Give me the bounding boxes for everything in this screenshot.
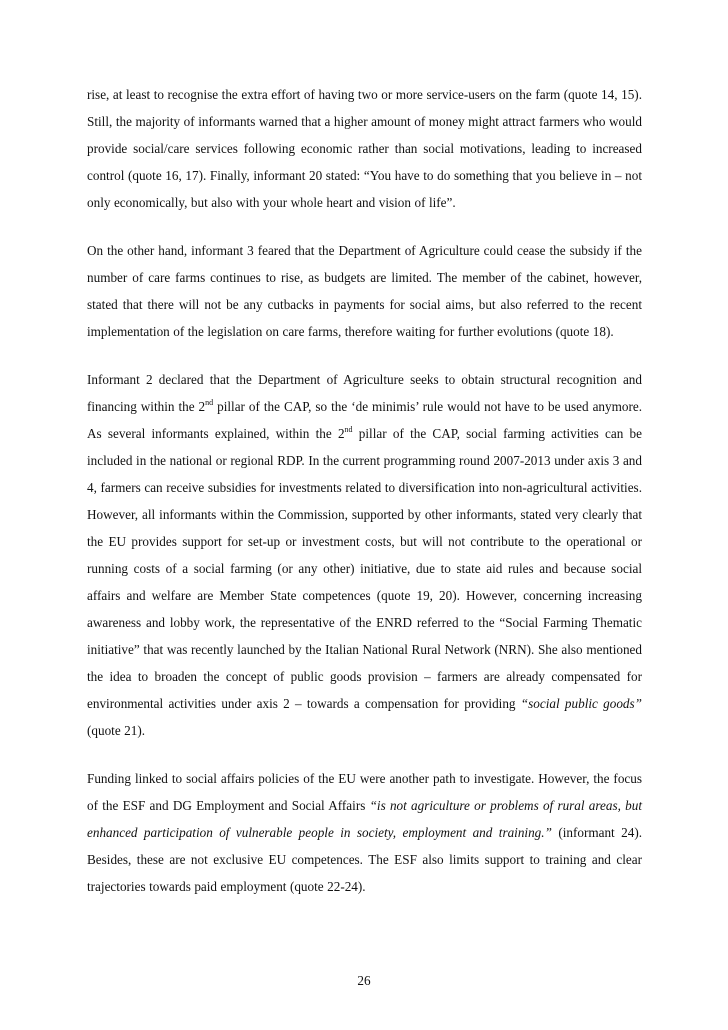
- paragraph-2: [87, 237, 642, 345]
- paragraph-text: Funding linked to social affairs policies of the EU were another path to investigate. However, the focus of the ESF and DG Employment and Social Affairs: [87, 771, 642, 813]
- page-number: 26: [357, 973, 371, 988]
- paragraph-4: [87, 765, 642, 900]
- paragraph-text: (quote 21).: [87, 723, 146, 738]
- page-body: [87, 81, 642, 900]
- paragraph-1: [87, 81, 642, 216]
- ordinal-superscript: nd: [205, 398, 214, 407]
- paragraph-text: On the other hand, informant 3 feared that the Department of Agriculture could cease the subsidy if the number of care farms continues to rise, as budgets are limited. The member of the cabinet, however, stated that there will not be any cutbacks in payments for social aims, but also referred to the recent implementation of the legislation on care farms, therefore waiting for further evolutions (quote 18).: [87, 243, 642, 339]
- paragraph-text: pillar of the CAP, social farming activities can be included in the national or regional RDP. In the current programming round 2007-2013 under axis 3 and 4, farmers can receive subsidies for investments related to diversification into non-agricultural activities. However, all informants within the Commission, supported by other informants, stated very clearly that the EU provides support for set-up or investment costs, but will not contribute to the operational or running costs of a social farming (or any other) initiative, due to state aid rules and because social affairs and welfare are Member State competences (quote 19, 20). However, concerning increasing awareness and lobby work, the representative of the ENRD referred to the “Social Farming Thematic initiative” that was recently launched by the Italian National Rural Network (NRN). She also mentioned the idea to broaden the concept of public goods provision – farmers are already compensated for environmental activities under axis 2 – towards a compensation for providing: [87, 426, 642, 711]
- paragraph-3: [87, 366, 642, 744]
- paragraph-text: Informant 2 declared that the Department of Agriculture seeks to obtain structural recognition and financing within the 2: [87, 372, 642, 414]
- italic-quote: “is not agriculture or problems of rural areas, but enhanced participation of vulnerable people in society, employment and training.”: [87, 798, 643, 840]
- paragraph-text: pillar of the CAP, so the ‘de minimis’ rule would not have to be used anymore. As several informants explained, within the 2: [87, 399, 642, 441]
- ordinal-superscript: nd: [344, 425, 353, 434]
- paragraph-text: (informant 24). Besides, these are not exclusive EU competences. The ESF also limits support to training and clear trajectories towards paid employment (quote 22-24).: [87, 825, 643, 894]
- paragraph-text: rise, at least to recognise the extra effort of having two or more service-users on the farm (quote 14, 15). Still, the majority of informants warned that a higher amount of money might attract farmers who would provide social/care services following economic rather than social motivations, leading to increased control (quote 16, 17). Finally, informant 20 stated: “You have to do something that you believe in – not only economically, but also with your whole heart and vision of life”.: [87, 87, 642, 210]
- italic-quote: “social public goods”: [520, 696, 642, 711]
